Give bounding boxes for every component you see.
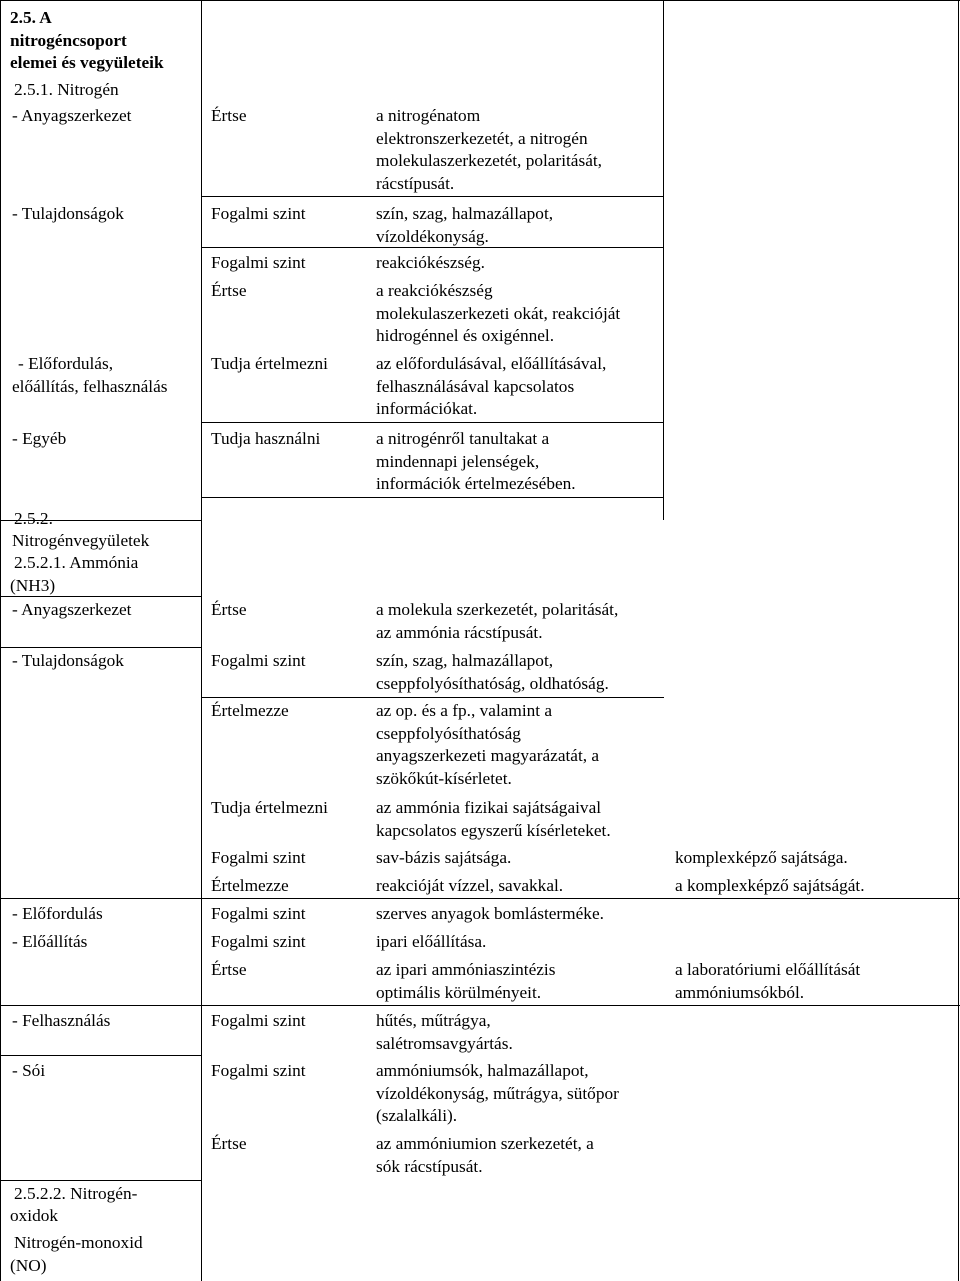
cell-content: információk értelmezésében.	[376, 474, 576, 493]
cell-level: Tudja értelmezni	[211, 354, 328, 373]
cell-content: információkat.	[376, 399, 478, 418]
cell-level: Értse	[211, 960, 247, 979]
heading-line: 2.5.2.2. Nitrogén-	[14, 1184, 138, 1203]
cell-topic: - Előfordulás	[12, 904, 103, 923]
cell-content: vízoldékonyság, műtrágya, sütőpor	[376, 1083, 619, 1103]
cell-content: a nitrogénről tanultakat a	[376, 429, 550, 448]
row-rule	[0, 1055, 201, 1056]
cell-level: Értse	[211, 600, 247, 619]
cell-topic: - Előfordulás,	[18, 354, 114, 373]
cell-level: Fogalmi szint	[211, 848, 306, 867]
cell-content: molekulaszerkezetét, polaritását,	[376, 151, 602, 170]
cell-level: Fogalmi szint	[211, 651, 306, 670]
cell-level: Értse	[211, 281, 247, 300]
heading-line: 2.5.2.1. Ammónia	[14, 553, 139, 572]
cell-level: Értelmezze	[211, 876, 289, 895]
row-rule	[0, 898, 960, 899]
cell-content: mindennapi jelenségek,	[376, 451, 540, 471]
column-divider-topic	[201, 0, 202, 1281]
heading-line: elemei és vegyületeik	[10, 53, 164, 72]
cell-content: ammóniumsók, halmazállapot,	[376, 1061, 589, 1080]
cell-content: az op. és a fp., valamint a	[376, 701, 553, 720]
row-rule	[0, 647, 201, 648]
row-rule	[201, 697, 664, 698]
cell-content: az ipari ammóniaszintézis	[376, 960, 556, 979]
cell-content: sav-bázis sajátsága.	[376, 848, 512, 867]
cell-content: reakciókészség.	[376, 253, 485, 272]
cell-content: az ammónia fizikai sajátságaival	[376, 798, 602, 817]
cell-content: ipari előállítása.	[376, 932, 487, 951]
cell-level: Tudja értelmezni	[211, 798, 328, 817]
cell-level: Tudja használni	[211, 429, 321, 448]
cell-content: hidrogénnel és oxigénnel.	[376, 326, 555, 345]
row-rule	[201, 422, 664, 423]
cell-extra: a komplexképző sajátságát.	[675, 876, 865, 895]
heading-line: (NH3)	[10, 576, 56, 595]
cell-content: szín, szag, halmazállapot,	[376, 651, 554, 670]
heading-line: oxidok	[10, 1206, 59, 1225]
cell-content: cseppfolyósíthatóság, oldhatóság.	[376, 673, 609, 693]
cell-content: felhasználásával kapcsolatos	[376, 376, 575, 396]
cell-level: Értse	[211, 1134, 247, 1153]
row-rule	[201, 497, 664, 498]
cell-topic: - Anyagszerkezet	[12, 600, 132, 619]
cell-content: a nitrogénatom	[376, 106, 481, 125]
heading-line: 2.5.2.	[14, 509, 53, 528]
heading-line: 2.5. A	[10, 8, 52, 27]
cell-level: Fogalmi szint	[211, 932, 306, 951]
cell-content: a reakciókészség	[376, 281, 493, 300]
table-border-top	[0, 0, 960, 1]
cell-content: elektronszerkezetét, a nitrogén	[376, 128, 588, 148]
cell-level: Fogalmi szint	[211, 904, 306, 923]
cell-content: az előfordulásával, előállításával,	[376, 354, 607, 373]
heading-line: nitrogéncsoport	[10, 31, 127, 50]
cell-level: Fogalmi szint	[211, 253, 306, 272]
cell-content: cseppfolyósíthatóság	[376, 723, 521, 743]
table-border-left	[0, 0, 1, 1281]
cell-content: vízoldékonyság.	[376, 226, 489, 246]
cell-extra: komplexképző sajátsága.	[675, 848, 848, 867]
cell-content: a molekula szerkezetét, polaritását,	[376, 600, 619, 619]
cell-content: rácstípusát.	[376, 173, 455, 193]
cell-content: hűtés, műtrágya,	[376, 1011, 491, 1030]
cell-level: Fogalmi szint	[211, 1011, 306, 1030]
cell-level: Fogalmi szint	[211, 1061, 306, 1080]
cell-topic: - Sói	[12, 1061, 46, 1080]
heading-line: (NO)	[10, 1256, 47, 1275]
row-rule	[0, 1005, 960, 1006]
cell-content: reakcióját vízzel, savakkal.	[376, 876, 564, 895]
cell-content: salétromsavgyártás.	[376, 1033, 513, 1053]
cell-topic: - Tulajdonságok	[12, 204, 124, 223]
subsection-heading-nitrogen: 2.5.1. Nitrogén	[14, 80, 119, 99]
cell-level: Fogalmi szint	[211, 204, 306, 223]
row-rule	[201, 196, 664, 197]
cell-content: anyagszerkezeti magyarázatát, a	[376, 746, 600, 765]
cell-content: (szalalkáli).	[376, 1106, 458, 1125]
cell-content: szökőkút-kísérletet.	[376, 768, 512, 788]
heading-line: Nitrogénvegyületek	[12, 531, 150, 550]
cell-content: szerves anyagok bomlásterméke.	[376, 904, 604, 923]
cell-topic: - Anyagszerkezet	[12, 106, 132, 125]
heading-line: Nitrogén-monoxid	[14, 1233, 143, 1252]
column-divider-content	[663, 0, 664, 520]
row-rule	[0, 1180, 201, 1181]
cell-topic: - Egyéb	[12, 429, 67, 448]
cell-content: sók rácstípusát.	[376, 1156, 483, 1176]
cell-topic: előállítás, felhasználás	[12, 376, 168, 396]
cell-level: Értse	[211, 106, 247, 125]
cell-content: molekulaszerkezeti okát, reakcióját	[376, 303, 621, 323]
cell-level: Értelmezze	[211, 701, 289, 720]
cell-topic: - Tulajdonságok	[12, 651, 124, 670]
cell-content: az ammóniumion szerkezetét, a	[376, 1134, 594, 1153]
cell-extra: ammóniumsókból.	[675, 982, 805, 1002]
cell-topic: - Előállítás	[12, 932, 88, 951]
cell-content: szín, szag, halmazállapot,	[376, 204, 554, 223]
cell-content: az ammónia rácstípusát.	[376, 622, 543, 642]
cell-topic: - Felhasználás	[12, 1011, 111, 1030]
cell-content: kapcsolatos egyszerű kísérleteket.	[376, 820, 611, 840]
table-border-right	[958, 0, 959, 1281]
cell-content: optimális körülményeit.	[376, 982, 542, 1002]
cell-extra: a laboratóriumi előállítását	[675, 960, 861, 979]
